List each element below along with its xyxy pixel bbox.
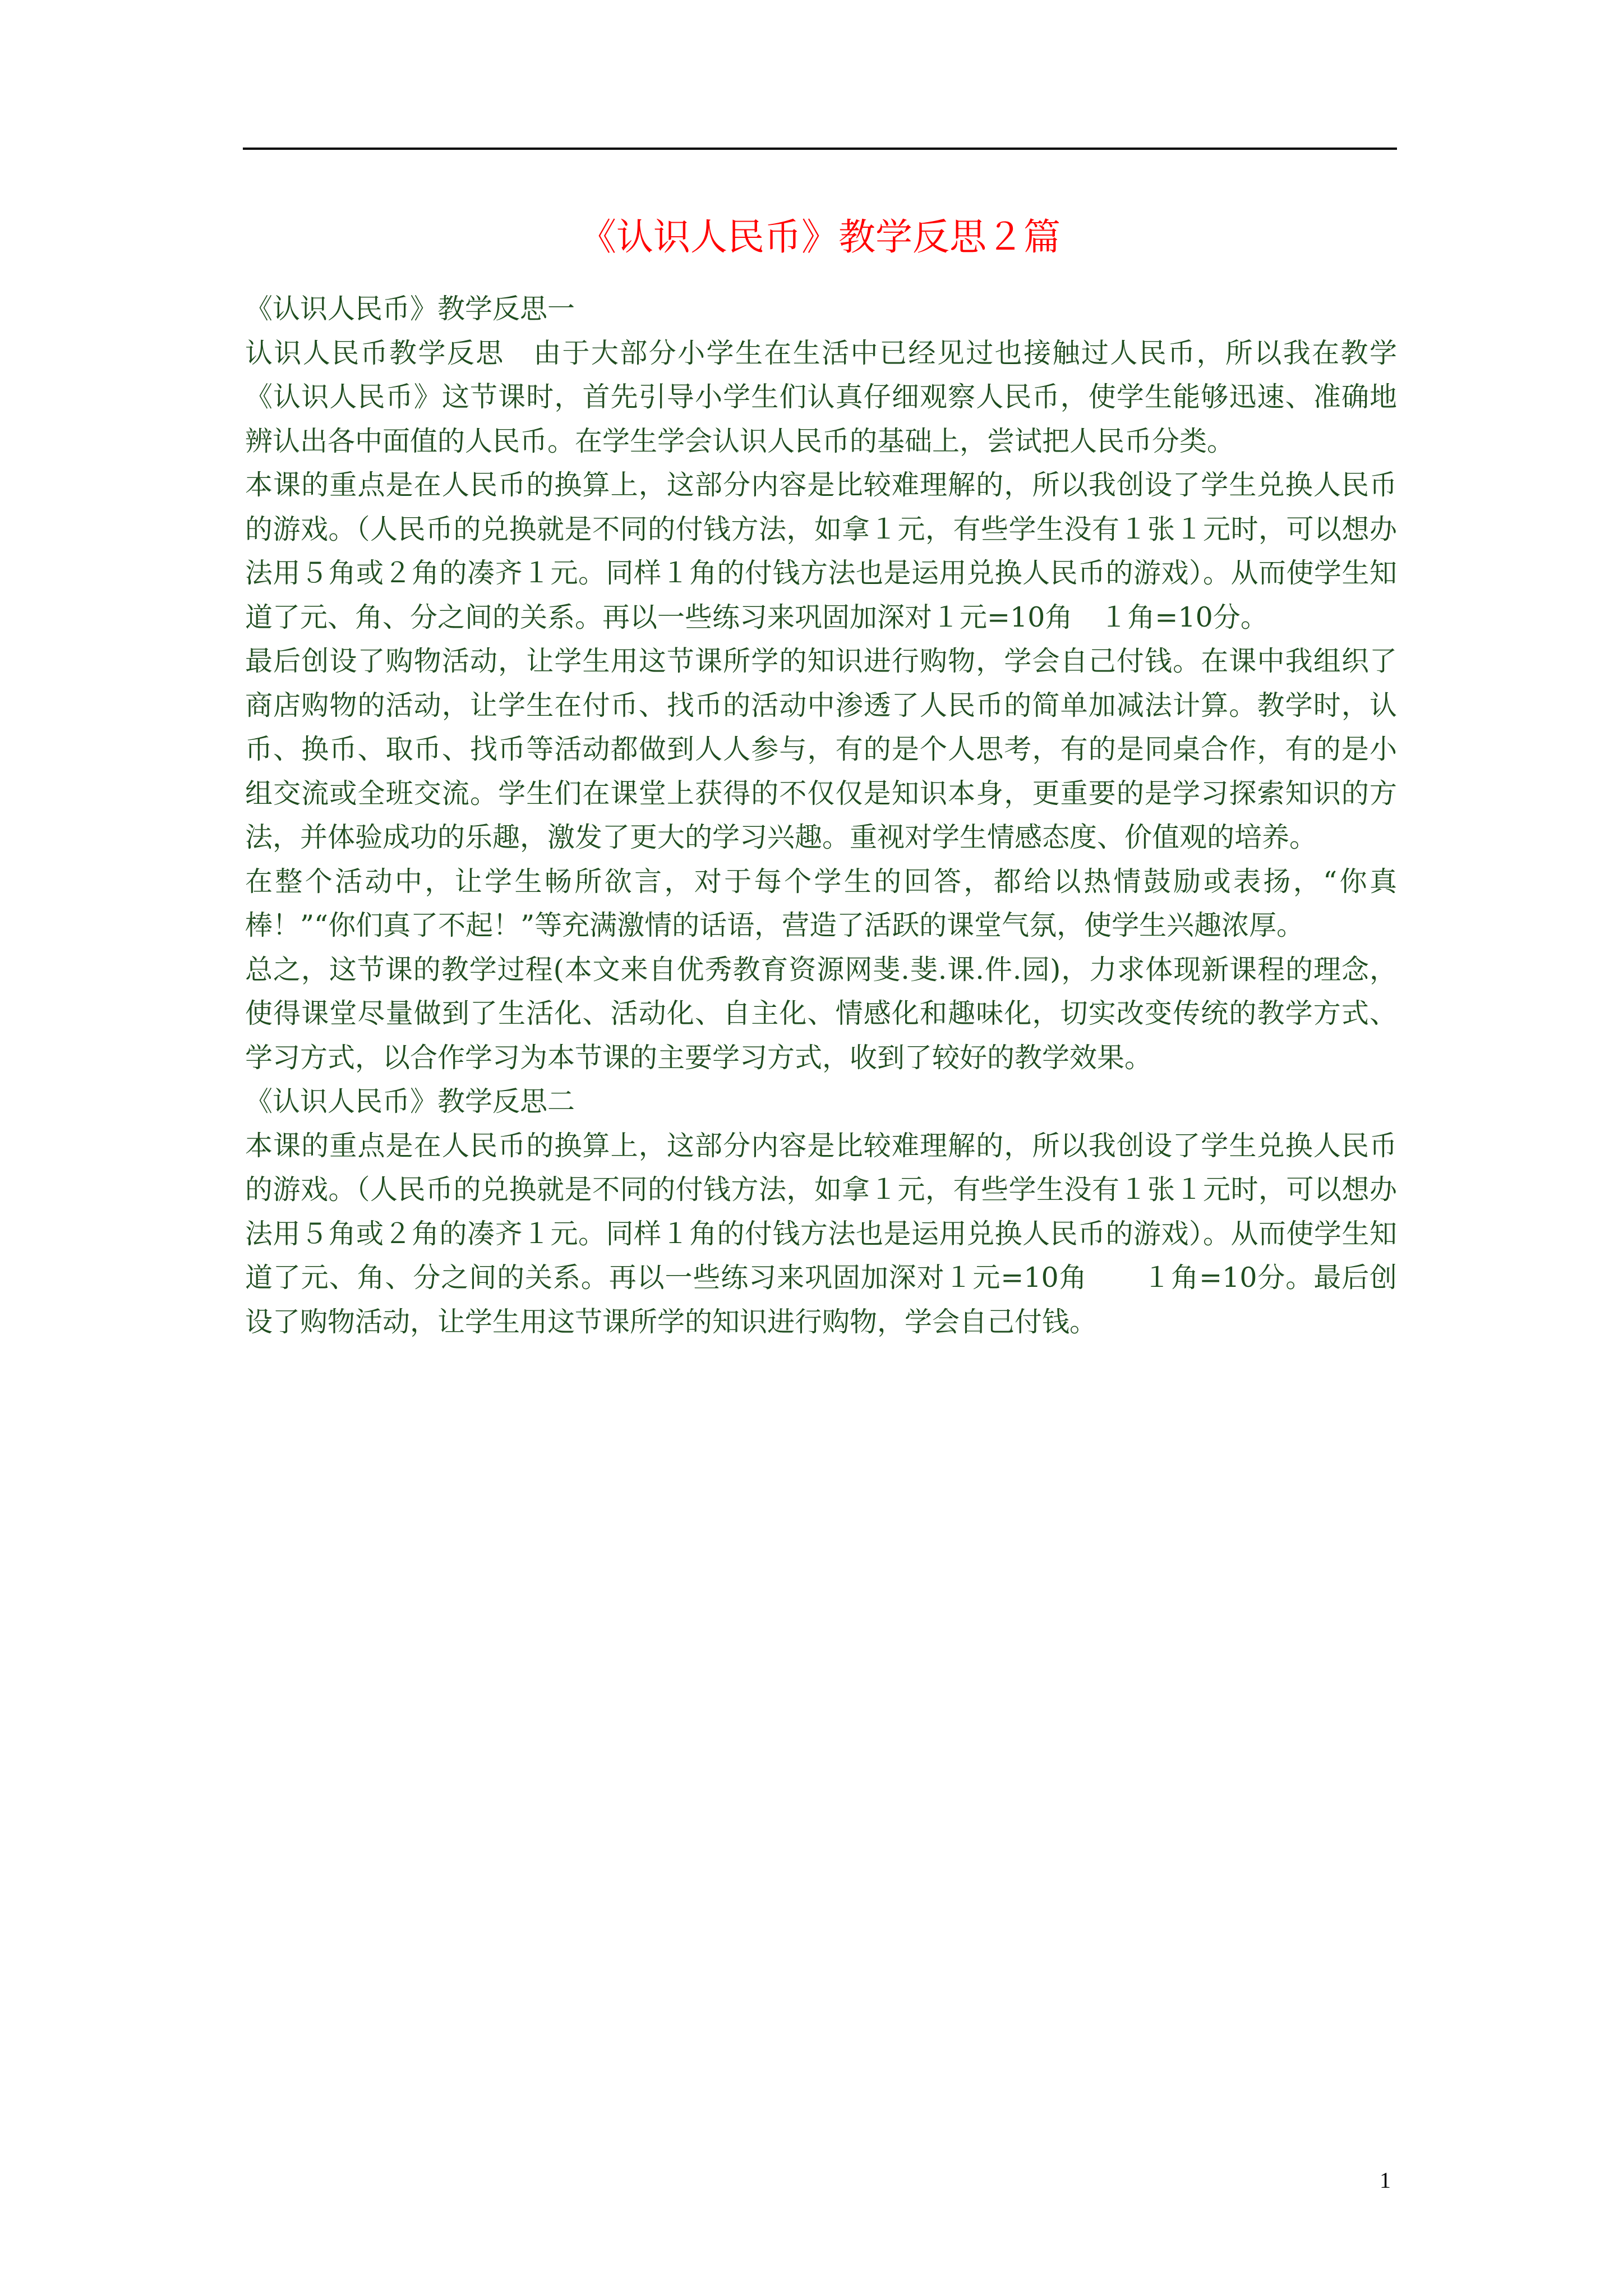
page-number: 1: [1380, 2168, 1391, 2193]
document-title: 《认识人民币》教学反思２篇: [579, 215, 1061, 259]
paragraph-key-point: 本课的重点是在人民币的换算上，这部分内容是比较难理解的，所以我创设了学生兑换人民币的游戏。（人民币的兑换就是不同的付钱方法，如拿１元，有些学生没有１张１元时，可以想办法用５角或２角的凑齐１元。同样１角的付钱方法也是运用兑换人民币的游戏）。从而使学生知道了元、角、分之间的关系。再以一些练习来巩固加深对１元=10角 １角=10分。: [245, 469, 1397, 633]
paragraph-intro: 认识人民币教学反思 由于大部分小学生在生活中已经见过也接触过人民币，所以我在教学《认识人民币》这节课时，首先引导小学生们认真仔细观察人民币，使学生能够迅速、准确地辨认出各中面值的人民币。在学生学会认识人民币的基础上，尝试把人民币分类。: [245, 337, 1397, 457]
paragraph-summary: 总之，这节课的教学过程(本文来自优秀教育资源网斐.斐.课.件.园)，力求体现新课程的理念，使得课堂尽量做到了生活化、活动化、自主化、情感化和趣味化，切实改变传统的教学方式、学习方式，以合作学习为本节课的主要学习方式，收到了较好的教学效果。: [245, 953, 1397, 1074]
paragraph-section-two: 本课的重点是在人民币的换算上，这部分内容是比较难理解的，所以我创设了学生兑换人民币的游戏。（人民币的兑换就是不同的付钱方法，如拿１元，有些学生没有１张１元时，可以想办法用５角或２角的凑齐１元。同样１角的付钱方法也是运用兑换人民币的游戏）。从而使学生知道了元、角、分之间的关系。再以一些练习来巩固加深对１元=10角 １角=10分。最后创设了购物活动，让学生用这节课所学的知识进行购物，学会自己付钱。: [245, 1129, 1397, 1338]
header-rule: [243, 148, 1397, 150]
paragraph-encouragement: 在整个活动中，让学生畅所欲言，对于每个学生的回答，都给以热情鼓励或表扬，“你真棒！”“你们真了不起！”等充满激情的话语，营造了活跃的课堂气氛，使学生兴趣浓厚。: [245, 865, 1397, 941]
section-heading-one: 《认识人民币》教学反思一: [245, 293, 575, 325]
section-heading-two: 《认识人民币》教学反思二: [245, 1085, 575, 1117]
paragraph-shopping-activity: 最后创设了购物活动，让学生用这节课所学的知识进行购物，学会自己付钱。在课中我组织了商店购物的活动，让学生在付币、找币的活动中渗透了人民币的简单加减法计算。教学时，认币、换币、取币、找币等活动都做到人人参与，有的是个人思考，有的是同桌合作，有的是小组交流或全班交流。学生们在课堂上获得的不仅仅是知识本身，更重要的是学习探索知识的方法，并体验成功的乐趣，激发了更大的学习兴趣。重视对学生情感态度、价值观的培养。: [245, 645, 1397, 853]
document-body: [245, 287, 1397, 1344]
